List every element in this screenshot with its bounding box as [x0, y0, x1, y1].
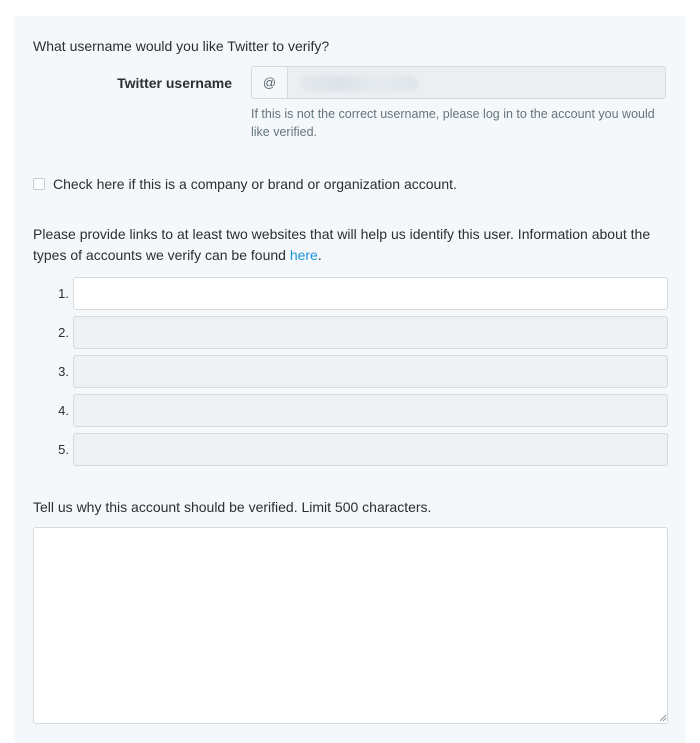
website-link-row-5 [33, 433, 668, 466]
account-types-link[interactable]: here [289, 247, 318, 263]
verification-form-panel [14, 16, 686, 743]
twitter-username-field[interactable] [287, 66, 666, 99]
twitter-username-label: Twitter username [117, 75, 232, 91]
website-link-row-2 [33, 316, 668, 349]
links-description-text: Please provide links to at least two websites that will help us identify this user. Information about the types of accounts we verify can be found [33, 226, 651, 263]
verification-reason-label: Tell us why this account should be verified. Limit 500 characters. [33, 499, 432, 515]
website-link-input-5[interactable] [73, 433, 668, 466]
verification-reason-textarea[interactable] [33, 527, 668, 724]
website-link-input-4[interactable] [73, 394, 668, 427]
link-number: 5. [58, 442, 69, 457]
company-account-option[interactable] [33, 175, 457, 193]
at-sign-prefix: @ [251, 66, 287, 99]
link-number: 1. [58, 286, 69, 301]
redacted-username [300, 75, 418, 92]
website-link-input-1[interactable] [73, 277, 668, 310]
username-input-group [251, 66, 666, 99]
link-number: 4. [58, 403, 69, 418]
website-link-row-1 [33, 277, 668, 310]
website-link-input-2[interactable] [73, 316, 668, 349]
link-number: 3. [58, 364, 69, 379]
website-link-input-3[interactable] [73, 355, 668, 388]
links-description [33, 224, 663, 266]
company-account-checkbox-label[interactable]: Check here if this is a company or brand or organization account. [53, 176, 457, 192]
links-description-end: . [317, 247, 322, 263]
company-account-checkbox[interactable] [33, 178, 45, 190]
website-link-row-4 [33, 394, 668, 427]
username-question: What username would you like Twitter to verify? [33, 38, 330, 54]
website-link-row-3 [33, 355, 668, 388]
link-number: 2. [58, 325, 69, 340]
resize-grip-icon[interactable] [659, 714, 667, 722]
username-help-text: If this is not the correct username, please log in to the account you would like verified. [251, 107, 655, 139]
